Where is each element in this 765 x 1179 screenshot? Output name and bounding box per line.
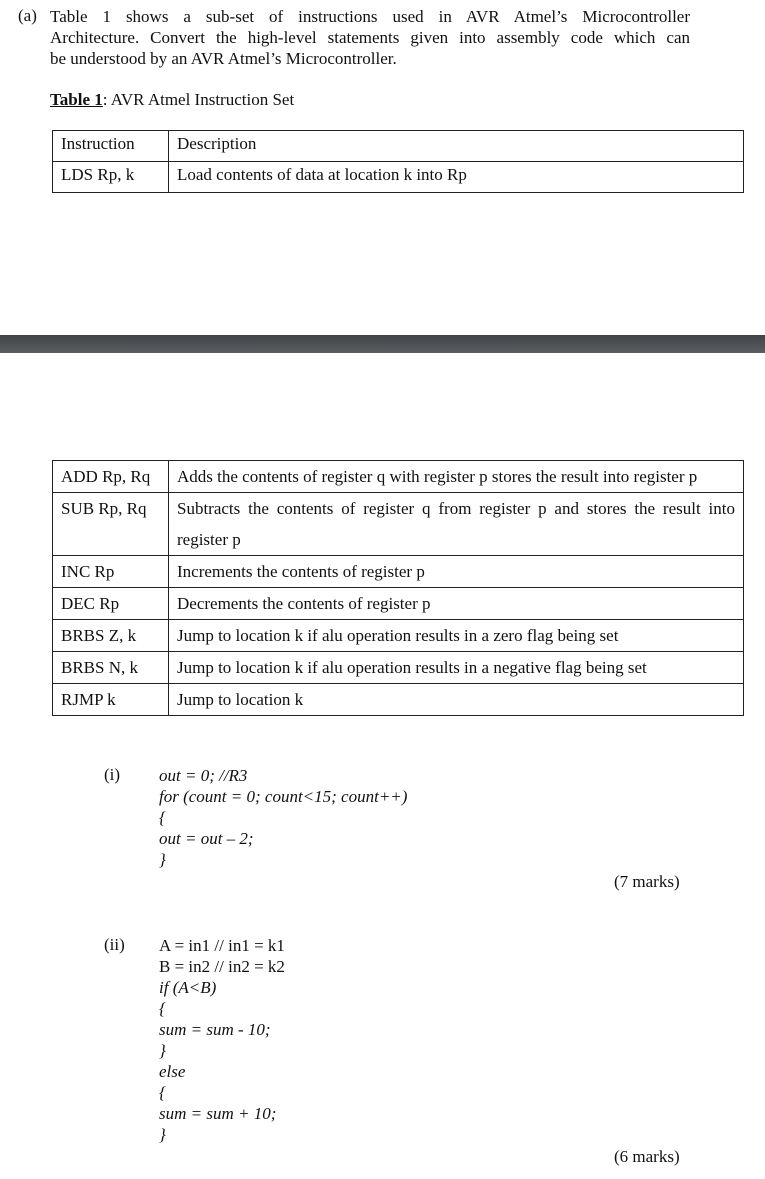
code-line: if (A<B)	[159, 978, 217, 997]
code-line: out = 0; //R3	[159, 766, 248, 785]
part-i-marks: (7 marks)	[614, 872, 680, 891]
instruction-table-bottom	[52, 460, 744, 716]
cell-description: Load contents of data at location k into Rp	[169, 162, 744, 193]
table-row	[53, 556, 744, 588]
question-line: Table 1 shows a sub-set of instructions used in AVR Atmel’s Microcontroller	[50, 7, 690, 26]
table-row	[53, 620, 744, 652]
table-caption	[50, 90, 294, 110]
cell-description: Jump to location k if alu operation results in a zero flag being set	[169, 620, 744, 652]
question-line: Architecture. Convert the high-level statements given into assembly code which can	[50, 28, 690, 47]
table-header-row	[53, 131, 744, 162]
question-line: be understood by an AVR Atmel’s Microcontroller.	[50, 49, 397, 68]
cell-instruction: INC Rp	[53, 556, 169, 588]
table-row	[53, 461, 744, 493]
cell-instruction: LDS Rp, k	[53, 162, 169, 193]
cell-instruction: SUB Rp, Rq	[53, 493, 169, 556]
question-label: (a)	[18, 6, 37, 25]
code-line: }	[159, 1041, 166, 1060]
code-line: else	[159, 1062, 186, 1081]
cell-instruction: RJMP k	[53, 684, 169, 716]
code-line: for (count = 0; count<15; count++)	[159, 787, 408, 806]
table-row	[53, 684, 744, 716]
code-line: sum = sum - 10;	[159, 1020, 271, 1039]
cell-description: Adds the contents of register q with register p stores the result into register p	[169, 461, 744, 493]
instruction-table-top	[52, 130, 744, 193]
header-instruction: Instruction	[53, 131, 169, 162]
cell-description: Decrements the contents of register p	[169, 588, 744, 620]
part-ii-label: (ii)	[104, 935, 125, 954]
code-line: {	[159, 808, 166, 827]
cell-instruction: ADD Rp, Rq	[53, 461, 169, 493]
table-row	[53, 162, 744, 193]
cell-description: Subtracts the contents of register q from register p and stores the result into register p	[169, 493, 744, 556]
table-row	[53, 588, 744, 620]
cell-description: Jump to location k	[169, 684, 744, 716]
code-line: }	[159, 1125, 166, 1144]
part-ii-marks: (6 marks)	[614, 1147, 680, 1166]
cell-instruction: DEC Rp	[53, 588, 169, 620]
code-line: sum = sum + 10;	[159, 1104, 277, 1123]
code-line: {	[159, 999, 166, 1018]
table-caption-label: Table 1	[50, 90, 103, 109]
cell-description: Jump to location k if alu operation results in a negative flag being set	[169, 652, 744, 684]
part-ii-code	[159, 935, 285, 1145]
code-line: }	[159, 850, 166, 869]
header-description: Description	[169, 131, 744, 162]
code-line: B = in2 // in2 = k2	[159, 957, 285, 976]
question-text	[50, 6, 690, 69]
part-i-label: (i)	[104, 765, 121, 784]
code-line: out = out – 2;	[159, 829, 254, 848]
table-row	[53, 493, 744, 556]
table-row	[53, 652, 744, 684]
cell-instruction: BRBS N, k	[53, 652, 169, 684]
table-caption-suffix: : AVR Atmel Instruction Set	[102, 90, 295, 109]
cell-description: Increments the contents of register p	[169, 556, 744, 588]
page-divider-bar	[0, 335, 765, 353]
part-i-code	[159, 765, 407, 870]
code-line: A = in1 // in1 = k1	[159, 936, 285, 955]
code-line: {	[159, 1083, 166, 1102]
cell-instruction: BRBS Z, k	[53, 620, 169, 652]
